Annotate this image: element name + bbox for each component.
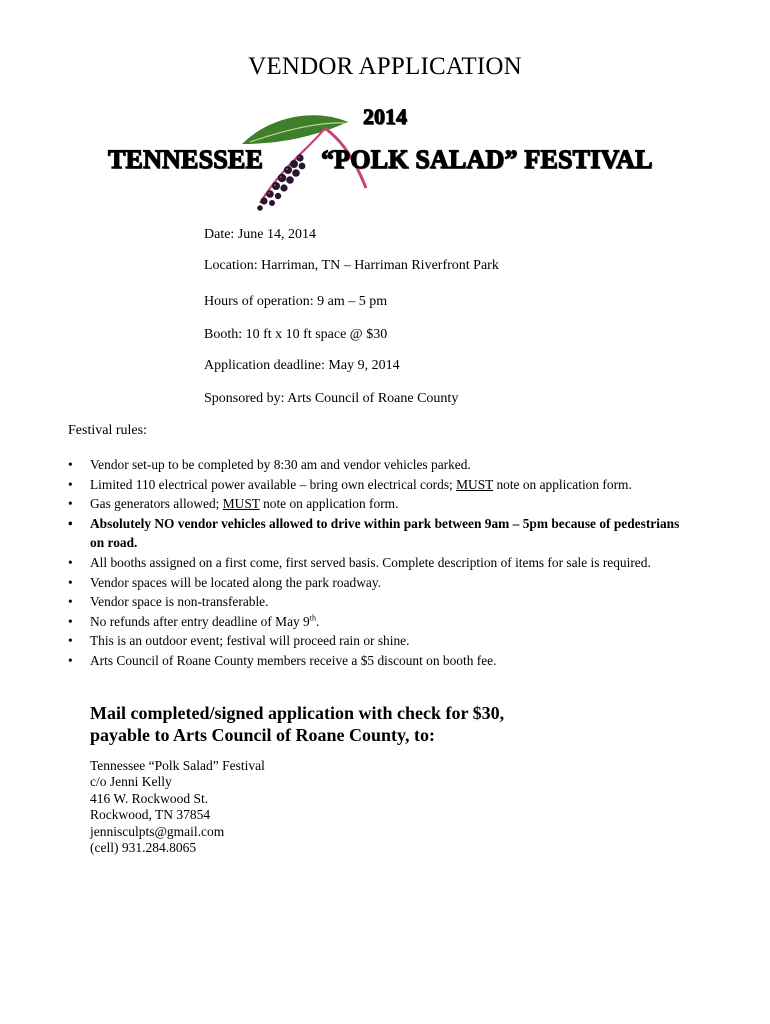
rule-item: • This is an outdoor event; festival will proceed rain or shine. — [68, 631, 688, 651]
rule-item: • Vendor spaces will be located along the park roadway. — [68, 573, 688, 593]
bullet-icon: • — [68, 613, 73, 629]
info-location: Location: Harriman, TN – Harriman Riverfront Park — [204, 258, 499, 273]
bullet-icon: • — [68, 652, 73, 668]
contact-phone: (cell) 931.284.8065 — [90, 840, 197, 856]
rule-item: • Arts Council of Roane County members receive a $5 discount on booth fee. — [68, 651, 688, 671]
rule-item: • No refunds after entry deadline of May 9th. — [68, 612, 688, 632]
rules-list — [68, 455, 688, 671]
info-sponsor: Sponsored by: Arts Council of Roane County — [204, 391, 459, 406]
festival-name-right: “POLK SALAD” FESTIVAL — [320, 145, 653, 174]
address-line-4: Rockwood, TN 37854 — [90, 807, 211, 823]
festival-year: 2014 — [363, 104, 407, 129]
festival-name — [108, 145, 653, 175]
page-title: VENDOR APPLICATION — [248, 53, 522, 80]
festival-name-left: TENNESSEE — [108, 145, 263, 174]
address-line-1: Tennessee “Polk Salad” Festival — [90, 758, 265, 773]
bullet-icon: • — [68, 515, 73, 531]
address-line-3: 416 W. Rockwood St. — [90, 790, 209, 806]
mailing-address — [90, 758, 265, 856]
bullet-icon: • — [68, 554, 73, 570]
info-booth: Booth: 10 ft x 10 ft space @ $30 — [204, 327, 388, 342]
rule-item: • Absolutely NO vendor vehicles allowed to drive within park between 9am – 5pm because of pedestrians on road. — [68, 515, 680, 551]
info-date: Date: June 14, 2014 — [204, 227, 316, 242]
info-hours: Hours of operation: 9 am – 5 pm — [204, 294, 388, 309]
rule-item: • Vendor set-up to be completed by 8:30 am and vendor vehicles parked. — [68, 455, 688, 475]
bullet-icon: • — [68, 496, 73, 512]
address-line-2: c/o Jenni Kelly — [90, 774, 172, 790]
mail-line-2: payable to Arts Council of Roane County, to: — [90, 725, 436, 745]
info-deadline: Application deadline: May 9, 2014 — [204, 358, 400, 373]
bullet-icon: • — [68, 633, 73, 649]
bullet-icon: • — [68, 476, 73, 492]
bullet-icon: • — [68, 457, 73, 472]
mail-line-1: Mail completed/signed application with check for $30, — [90, 703, 505, 723]
contact-email[interactable]: jennisculpts@gmail.com — [90, 823, 225, 839]
mail-instructions — [90, 702, 690, 746]
rule-item: • Gas generators allowed; MUST note on application form. — [68, 494, 688, 514]
rule-item: • All booths assigned on a first come, first served basis. Complete description of items for sale is required. — [68, 553, 688, 573]
rules-heading: Festival rules: — [68, 423, 147, 438]
rule-item: • Limited 110 electrical power available – bring own electrical cords; MUST note on application form. — [68, 475, 688, 495]
bullet-icon: • — [68, 594, 73, 610]
bullet-icon: • — [68, 574, 73, 590]
rule-item: • Vendor space is non-transferable. — [68, 592, 688, 612]
